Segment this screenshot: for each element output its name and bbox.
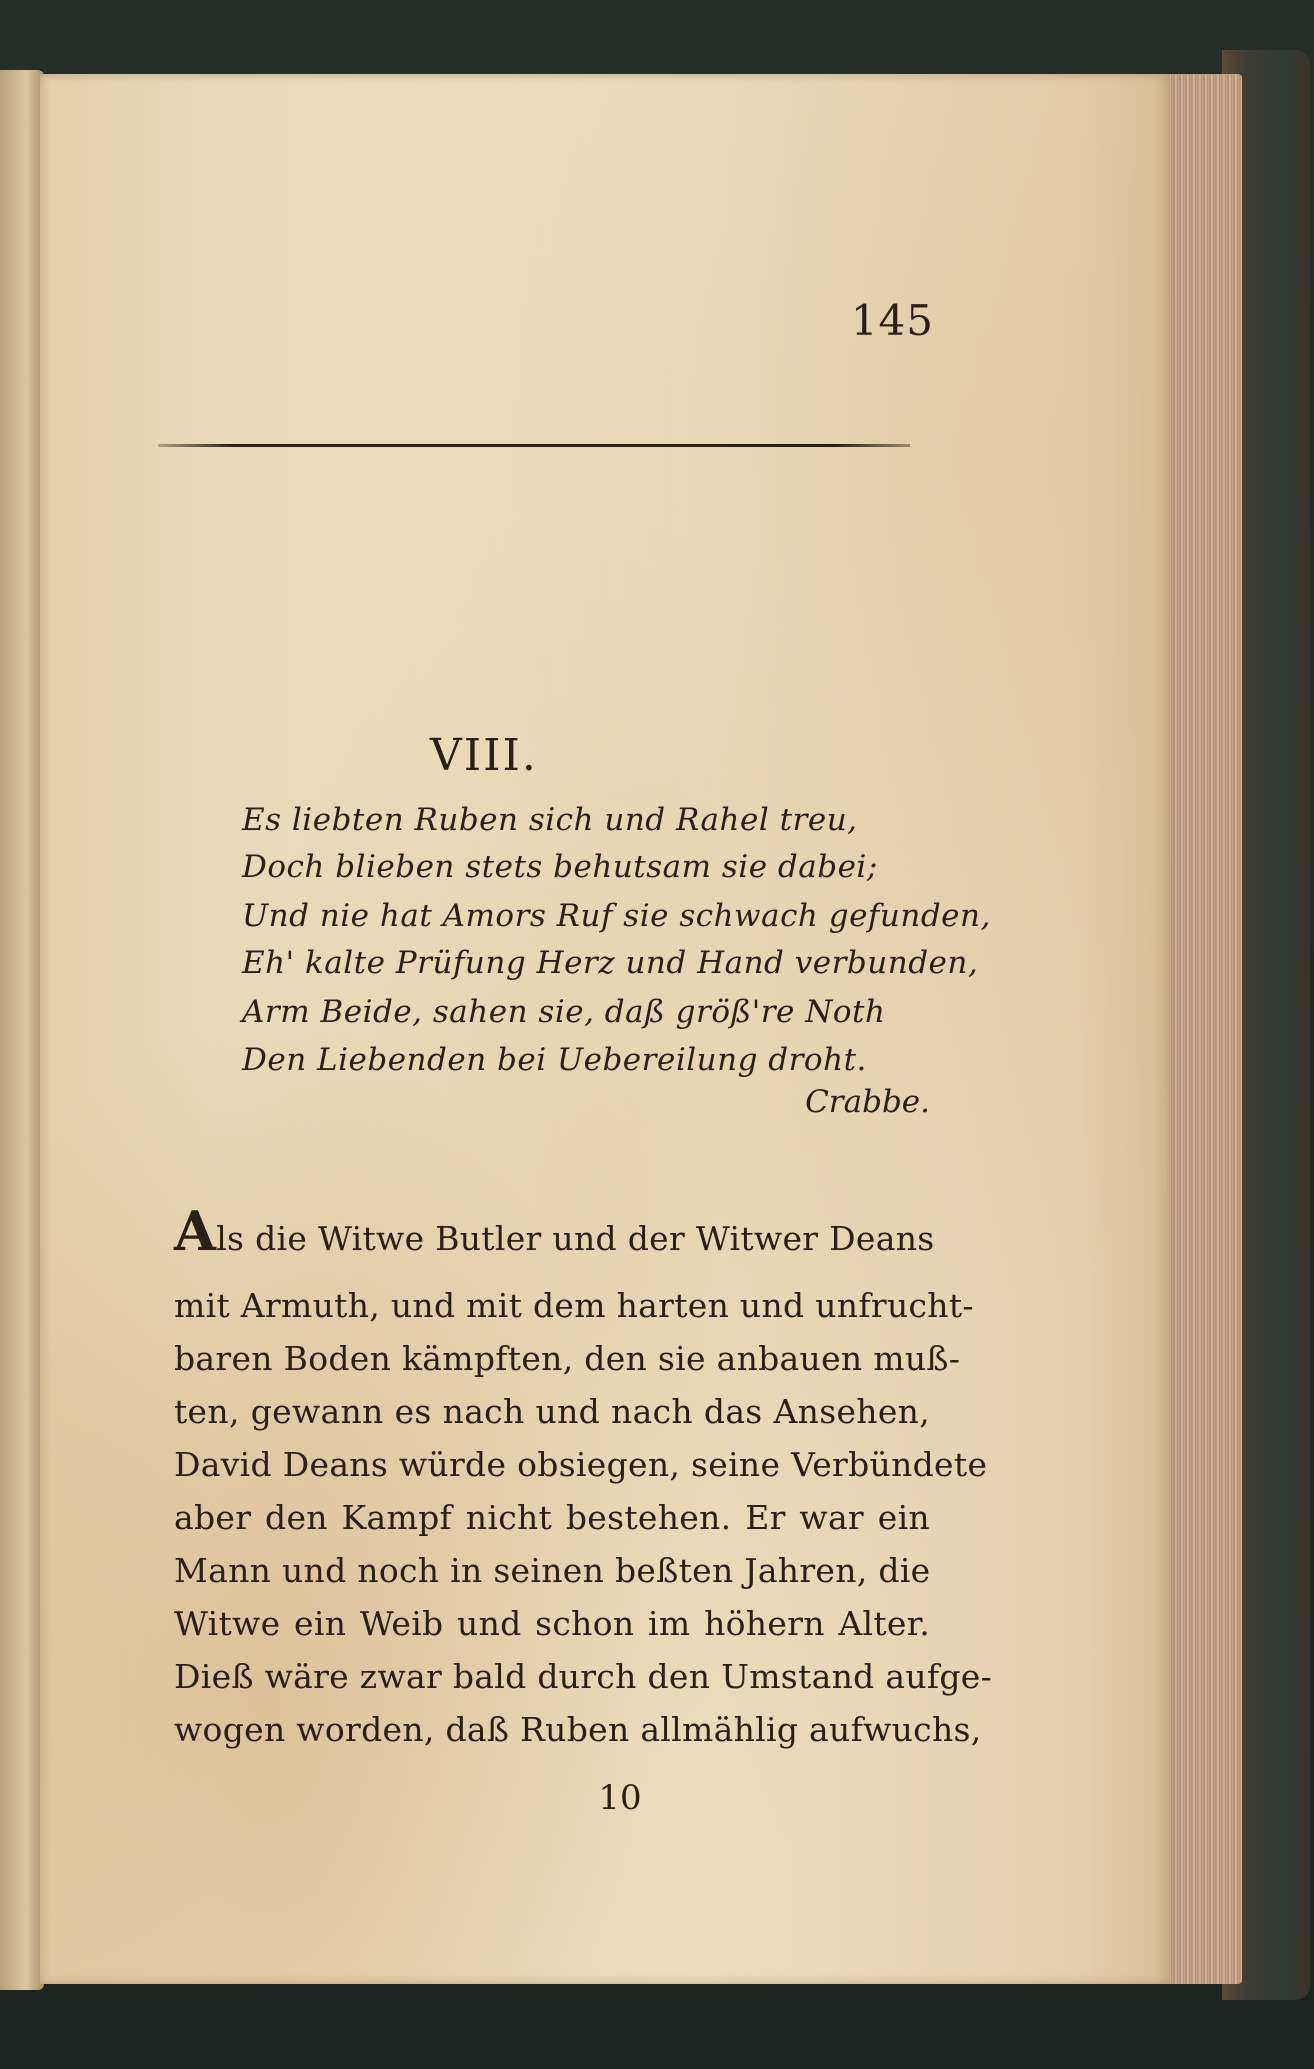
body-line-text: ls die Witwe Butler und der Witwer Deans [216,1219,935,1258]
epigraph-author: Crabbe. [805,1084,930,1120]
body-line: mit Armuth, und mit dem harten und unfrucht- [174,1286,974,1325]
body-line: Witwe ein Weib und schon im höhern Alter. [174,1604,930,1643]
signature-mark: 10 [598,1778,642,1818]
drop-cap: A [174,1199,217,1263]
body-line [174,1199,935,1263]
left-page-edge [0,70,44,1990]
epigraph-line: Den Liebenden bei Uebereilung droht. [242,1042,867,1078]
book-page [40,74,1170,1984]
body-line: ten, gewann es nach und nach das Ansehen, [174,1392,930,1431]
body-line: baren Boden kämpften, den sie anbauen muß- [174,1339,961,1378]
body-line: wogen worden, daß Ruben allmählig aufwuchs, [174,1710,982,1749]
header-rule [158,444,910,447]
epigraph-line: Und nie hat Amors Ruf sie schwach gefunden, [242,898,991,934]
chapter-heading: VIII. [430,730,538,781]
epigraph-line: Es liebten Ruben sich und Rahel treu, [242,802,858,838]
epigraph-line: Arm Beide, sahen sie, daß größ're Noth [242,994,886,1030]
body-line: Mann und noch in seinen beßten Jahren, die [174,1551,931,1590]
body-line: aber den Kampf nicht bestehen. Er war ein [174,1498,930,1537]
epigraph-line: Doch blieben stets behutsam sie dabei; [242,849,878,885]
epigraph-line: Eh' kalte Prüfung Herz und Hand verbunden, [242,945,979,981]
body-line: David Deans würde obsiegen, seine Verbündete [174,1445,988,1484]
page-block-edge [1160,74,1242,1984]
page-number: 145 [850,296,934,345]
body-line: Dieß wäre zwar bald durch den Umstand aufge- [174,1657,993,1696]
